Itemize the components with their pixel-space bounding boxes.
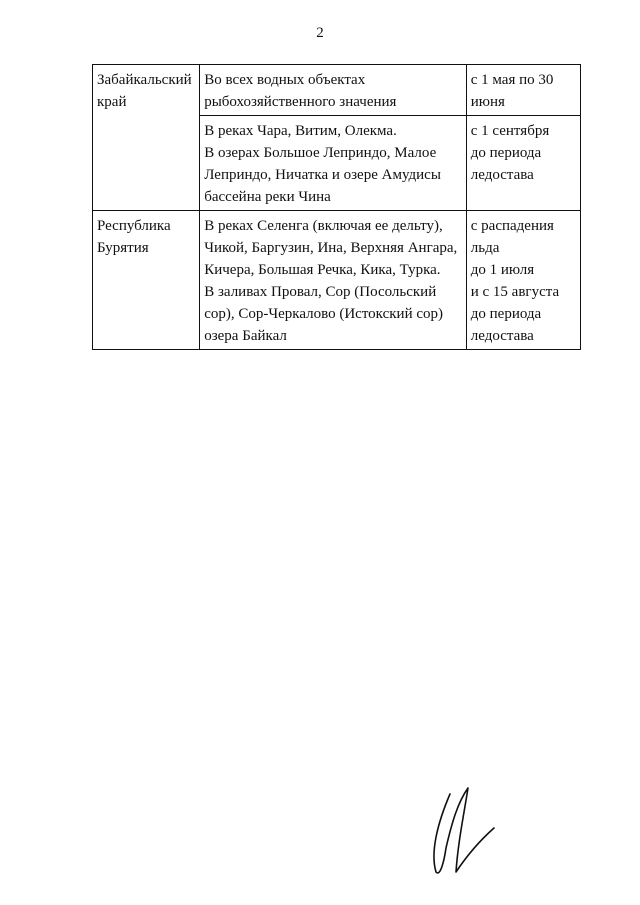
fishing-ban-table bbox=[92, 64, 581, 350]
cell-line: В заливах Провал, Сор (Посольский bbox=[204, 284, 437, 300]
cell-line: и с 15 августа bbox=[470, 284, 560, 300]
cell-line: рыбохозяйственного значения bbox=[204, 94, 397, 110]
region-cell bbox=[93, 65, 200, 211]
cell-line: Бурятия bbox=[97, 240, 149, 256]
region-cell bbox=[93, 211, 200, 350]
cell-line: Леприндо, Ничатка и озере Амудисы bbox=[204, 167, 441, 183]
cell-line: Кичера, Большая Речка, Кика, Турка. bbox=[204, 262, 441, 278]
cell-line: ледостава bbox=[470, 328, 534, 344]
period-cell bbox=[466, 211, 580, 350]
place-cell bbox=[200, 116, 467, 211]
table-row bbox=[93, 211, 581, 350]
cell-line: Республика bbox=[97, 218, 171, 234]
period-cell bbox=[466, 116, 580, 211]
cell-line: с 1 мая по 30 bbox=[470, 72, 554, 88]
cell-line: Забайкальский bbox=[97, 72, 192, 88]
table-row bbox=[93, 65, 581, 116]
cell-line: В реках Чара, Витим, Олекма. bbox=[204, 123, 397, 139]
cell-line: с распадения bbox=[470, 218, 554, 234]
cell-line: до периода bbox=[470, 306, 542, 322]
cell-line: льда bbox=[470, 240, 500, 256]
cell-line: В озерах Большое Леприндо, Малое bbox=[204, 145, 437, 161]
cell-line: озера Байкал bbox=[204, 328, 287, 344]
place-cell bbox=[200, 211, 467, 350]
cell-line: Чикой, Баргузин, Ина, Верхняя Ангара, bbox=[204, 240, 458, 256]
cell-line: В реках Селенга (включая ее дельту), bbox=[204, 218, 443, 234]
cell-line: ледостава bbox=[470, 167, 534, 183]
signature bbox=[428, 782, 508, 877]
cell-line: с 1 сентября bbox=[470, 123, 550, 139]
page-number: 2 bbox=[316, 25, 324, 41]
cell-line: июня bbox=[470, 94, 505, 110]
cell-line: до 1 июля bbox=[470, 262, 535, 278]
cell-line: Во всех водных объектах bbox=[204, 72, 366, 88]
cell-line: до периода bbox=[470, 145, 542, 161]
period-cell bbox=[466, 65, 580, 116]
place-cell bbox=[200, 65, 467, 116]
cell-line: край bbox=[97, 94, 127, 110]
cell-line: сор), Сор-Черкалово (Истокский сор) bbox=[204, 306, 444, 322]
cell-line: бассейна реки Чина bbox=[204, 189, 331, 205]
